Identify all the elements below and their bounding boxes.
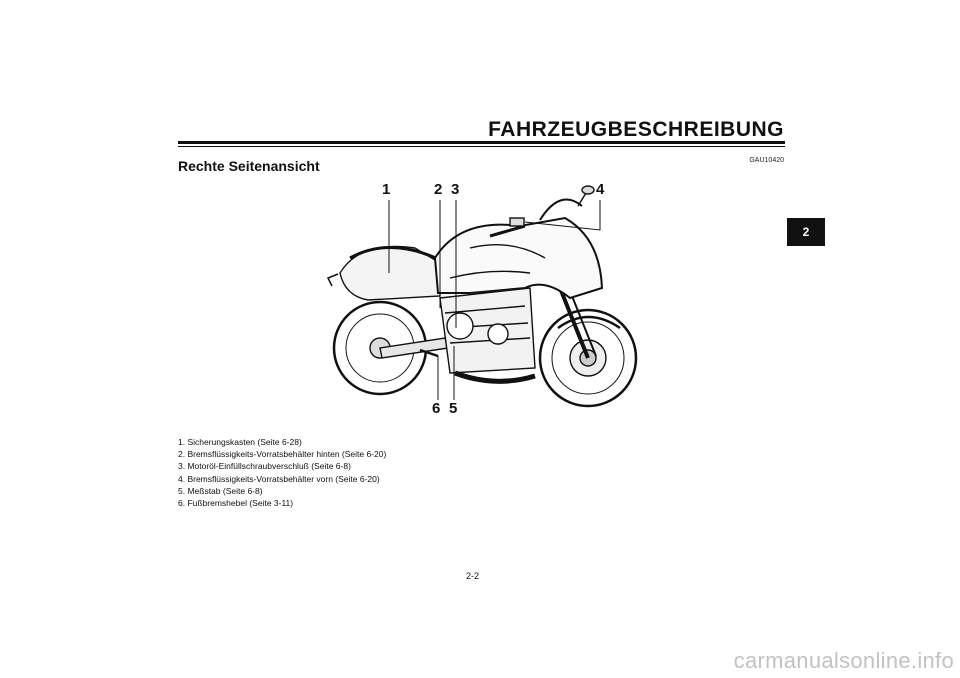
header-rule-thin [178, 146, 785, 147]
legend-item: 4. Bremsflüssigkeits-Vorratsbehälter vorn (Seite 6-20) [178, 473, 380, 484]
legend-item: 1. Sicherungskasten (Seite 6-28) [178, 437, 302, 447]
legend-item: 6. Fußbremshebel (Seite 3-11) [178, 498, 294, 509]
figure-legend [178, 436, 386, 509]
page-number: 2-2 [466, 571, 480, 581]
callout-2: 2 [434, 181, 443, 198]
page-title: FAHRZEUGBESCHREIBUNG [488, 118, 784, 141]
section-heading: Rechte Seitenansicht [178, 158, 320, 174]
callout-6: 6 [432, 400, 441, 417]
motorcycle-figure [320, 178, 650, 423]
callout-1: 1 [382, 181, 391, 198]
chapter-tab: 2 [787, 218, 825, 246]
callout-3: 3 [451, 181, 460, 198]
watermark: carmanualsonline.info [733, 648, 954, 673]
motorcycle-illustration [320, 178, 650, 423]
section-code: GAU10420 [749, 157, 784, 164]
legend-item: 3. Motoröl-Einfüllschraubverschluß (Seite 6-8) [178, 461, 351, 472]
header-rule [178, 141, 785, 144]
callout-4: 4 [596, 181, 605, 198]
callout-5: 5 [449, 400, 458, 417]
legend-item: 2. Bremsflüssigkeits-Vorratsbehälter hinten (Seite 6-20) [178, 449, 387, 460]
legend-item: 5. Meßstab (Seite 6-8) [178, 485, 263, 496]
